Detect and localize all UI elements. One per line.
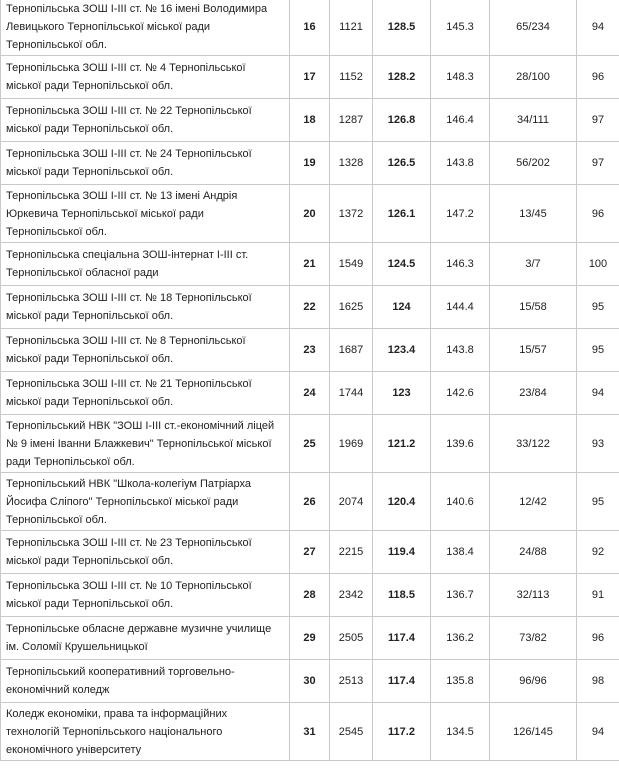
school-name: Тернопільська ЗОШ І-ІІІ ст. № 21 Тернопільської міської ради Тернопільської обл. bbox=[1, 372, 290, 415]
table-row bbox=[1, 56, 619, 99]
ratio: 126/145 bbox=[490, 703, 577, 761]
average: 142.6 bbox=[431, 372, 490, 415]
score: 126.5 bbox=[373, 142, 431, 185]
percent: 95 bbox=[577, 329, 619, 372]
average: 136.2 bbox=[431, 617, 490, 660]
ratio: 96/96 bbox=[490, 660, 577, 703]
place: 1687 bbox=[330, 329, 373, 372]
table-row bbox=[1, 415, 619, 473]
school-name: Тернопільська ЗОШ І-ІІІ ст. № 24 Тернопільської міської ради Тернопільської обл. bbox=[1, 142, 290, 185]
school-name: Тернопільське обласне державне музичне училище ім. Соломії Крушельницької bbox=[1, 617, 290, 660]
place: 1287 bbox=[330, 99, 373, 142]
average: 147.2 bbox=[431, 185, 490, 243]
ratio: 15/58 bbox=[490, 286, 577, 329]
school-name: Тернопільська ЗОШ І-ІІІ ст. № 8 Тернопільської міської ради Тернопільської обл. bbox=[1, 329, 290, 372]
ratio: 33/122 bbox=[490, 415, 577, 473]
rank: 22 bbox=[290, 286, 330, 329]
percent: 97 bbox=[577, 142, 619, 185]
score: 126.8 bbox=[373, 99, 431, 142]
average: 143.8 bbox=[431, 142, 490, 185]
average: 146.4 bbox=[431, 99, 490, 142]
school-name: Тернопільська ЗОШ І-ІІІ ст. № 18 Тернопільської міської ради Тернопільської обл. bbox=[1, 286, 290, 329]
ratio: 23/84 bbox=[490, 372, 577, 415]
score: 123.4 bbox=[373, 329, 431, 372]
place: 1121 bbox=[330, 0, 373, 56]
percent: 96 bbox=[577, 185, 619, 243]
place: 1152 bbox=[330, 56, 373, 99]
table-row bbox=[1, 329, 619, 372]
table-row bbox=[1, 617, 619, 660]
rank: 20 bbox=[290, 185, 330, 243]
average: 146.3 bbox=[431, 243, 490, 286]
table-row bbox=[1, 99, 619, 142]
ratio: 13/45 bbox=[490, 185, 577, 243]
place: 1372 bbox=[330, 185, 373, 243]
rank: 18 bbox=[290, 99, 330, 142]
score: 123 bbox=[373, 372, 431, 415]
score: 124 bbox=[373, 286, 431, 329]
percent: 97 bbox=[577, 99, 619, 142]
table-row bbox=[1, 0, 619, 56]
average: 136.7 bbox=[431, 574, 490, 617]
table-row bbox=[1, 660, 619, 703]
rank: 31 bbox=[290, 703, 330, 761]
ratio: 15/57 bbox=[490, 329, 577, 372]
table-row bbox=[1, 531, 619, 574]
score: 128.2 bbox=[373, 56, 431, 99]
ratio: 24/88 bbox=[490, 531, 577, 574]
ratio: 56/202 bbox=[490, 142, 577, 185]
school-name: Тернопільська ЗОШ І-ІІІ ст. № 16 імені Володимира Левицького Тернопільської міської ради Тернопільської обл. bbox=[1, 0, 290, 56]
place: 2505 bbox=[330, 617, 373, 660]
rank: 28 bbox=[290, 574, 330, 617]
place: 1549 bbox=[330, 243, 373, 286]
percent: 93 bbox=[577, 415, 619, 473]
score: 121.2 bbox=[373, 415, 431, 473]
table-row bbox=[1, 574, 619, 617]
score: 124.5 bbox=[373, 243, 431, 286]
rank: 26 bbox=[290, 473, 330, 531]
school-name: Тернопільська ЗОШ І-ІІІ ст. № 23 Тернопільської міської ради Тернопільської обл. bbox=[1, 531, 290, 574]
place: 2545 bbox=[330, 703, 373, 761]
percent: 91 bbox=[577, 574, 619, 617]
place: 1625 bbox=[330, 286, 373, 329]
place: 2513 bbox=[330, 660, 373, 703]
rank: 30 bbox=[290, 660, 330, 703]
table-row bbox=[1, 286, 619, 329]
rank: 29 bbox=[290, 617, 330, 660]
average: 143.8 bbox=[431, 329, 490, 372]
place: 2215 bbox=[330, 531, 373, 574]
percent: 92 bbox=[577, 531, 619, 574]
place: 2074 bbox=[330, 473, 373, 531]
table-row bbox=[1, 473, 619, 531]
school-name: Тернопільська спеціальна ЗОШ-інтернат І-ІІІ ст. Тернопільської обласної ради bbox=[1, 243, 290, 286]
school-name: Тернопільська ЗОШ І-ІІІ ст. № 10 Тернопільської міської ради Тернопільської обл. bbox=[1, 574, 290, 617]
percent: 94 bbox=[577, 703, 619, 761]
average: 135.8 bbox=[431, 660, 490, 703]
rank: 16 bbox=[290, 0, 330, 56]
rank: 23 bbox=[290, 329, 330, 372]
table-row bbox=[1, 243, 619, 286]
ratio: 32/113 bbox=[490, 574, 577, 617]
ratio: 12/42 bbox=[490, 473, 577, 531]
average: 139.6 bbox=[431, 415, 490, 473]
average: 144.4 bbox=[431, 286, 490, 329]
score: 118.5 bbox=[373, 574, 431, 617]
school-name: Тернопільська ЗОШ І-ІІІ ст. № 13 імені Андрія Юркевича Тернопільської міської ради Тернопільської обл. bbox=[1, 185, 290, 243]
ratio: 65/234 bbox=[490, 0, 577, 56]
ratio: 3/7 bbox=[490, 243, 577, 286]
school-name: Тернопільська ЗОШ І-ІІІ ст. № 4 Тернопільської міської ради Тернопільської обл. bbox=[1, 56, 290, 99]
table-row bbox=[1, 372, 619, 415]
percent: 100 bbox=[577, 243, 619, 286]
percent: 96 bbox=[577, 617, 619, 660]
school-name: Тернопільський НВК "Школа-колегіум Патріарха Йосифа Сліпого" Тернопільської міської ради Тернопільської обл. bbox=[1, 473, 290, 531]
table-row bbox=[1, 703, 619, 761]
school-name: Коледж економіки, права та інформаційних технологій Тернопільського національного економічного університету bbox=[1, 703, 290, 761]
percent: 96 bbox=[577, 56, 619, 99]
score: 119.4 bbox=[373, 531, 431, 574]
place: 2342 bbox=[330, 574, 373, 617]
score: 117.2 bbox=[373, 703, 431, 761]
percent: 94 bbox=[577, 372, 619, 415]
average: 138.4 bbox=[431, 531, 490, 574]
percent: 94 bbox=[577, 0, 619, 56]
percent: 98 bbox=[577, 660, 619, 703]
school-name: Тернопільський кооперативний торговельно-економічний коледж bbox=[1, 660, 290, 703]
percent: 95 bbox=[577, 286, 619, 329]
table-row bbox=[1, 185, 619, 243]
school-name: Тернопільська ЗОШ І-ІІІ ст. № 22 Тернопільської міської ради Тернопільської обл. bbox=[1, 99, 290, 142]
rank: 19 bbox=[290, 142, 330, 185]
rank: 25 bbox=[290, 415, 330, 473]
ratio: 28/100 bbox=[490, 56, 577, 99]
rank: 21 bbox=[290, 243, 330, 286]
rank: 27 bbox=[290, 531, 330, 574]
rank: 24 bbox=[290, 372, 330, 415]
percent: 95 bbox=[577, 473, 619, 531]
place: 1328 bbox=[330, 142, 373, 185]
score: 120.4 bbox=[373, 473, 431, 531]
ratio: 73/82 bbox=[490, 617, 577, 660]
score: 128.5 bbox=[373, 0, 431, 56]
school-name: Тернопільський НВК "ЗОШ І-ІІІ ст.-економічний ліцей № 9 імені Іванни Блажкевич" Тернопільської міської ради Тернопільської обл. bbox=[1, 415, 290, 473]
place: 1744 bbox=[330, 372, 373, 415]
place: 1969 bbox=[330, 415, 373, 473]
average: 140.6 bbox=[431, 473, 490, 531]
average: 148.3 bbox=[431, 56, 490, 99]
rank: 17 bbox=[290, 56, 330, 99]
average: 145.3 bbox=[431, 0, 490, 56]
score: 117.4 bbox=[373, 617, 431, 660]
average: 134.5 bbox=[431, 703, 490, 761]
table-row bbox=[1, 142, 619, 185]
score: 117.4 bbox=[373, 660, 431, 703]
ratio: 34/111 bbox=[490, 99, 577, 142]
score: 126.1 bbox=[373, 185, 431, 243]
